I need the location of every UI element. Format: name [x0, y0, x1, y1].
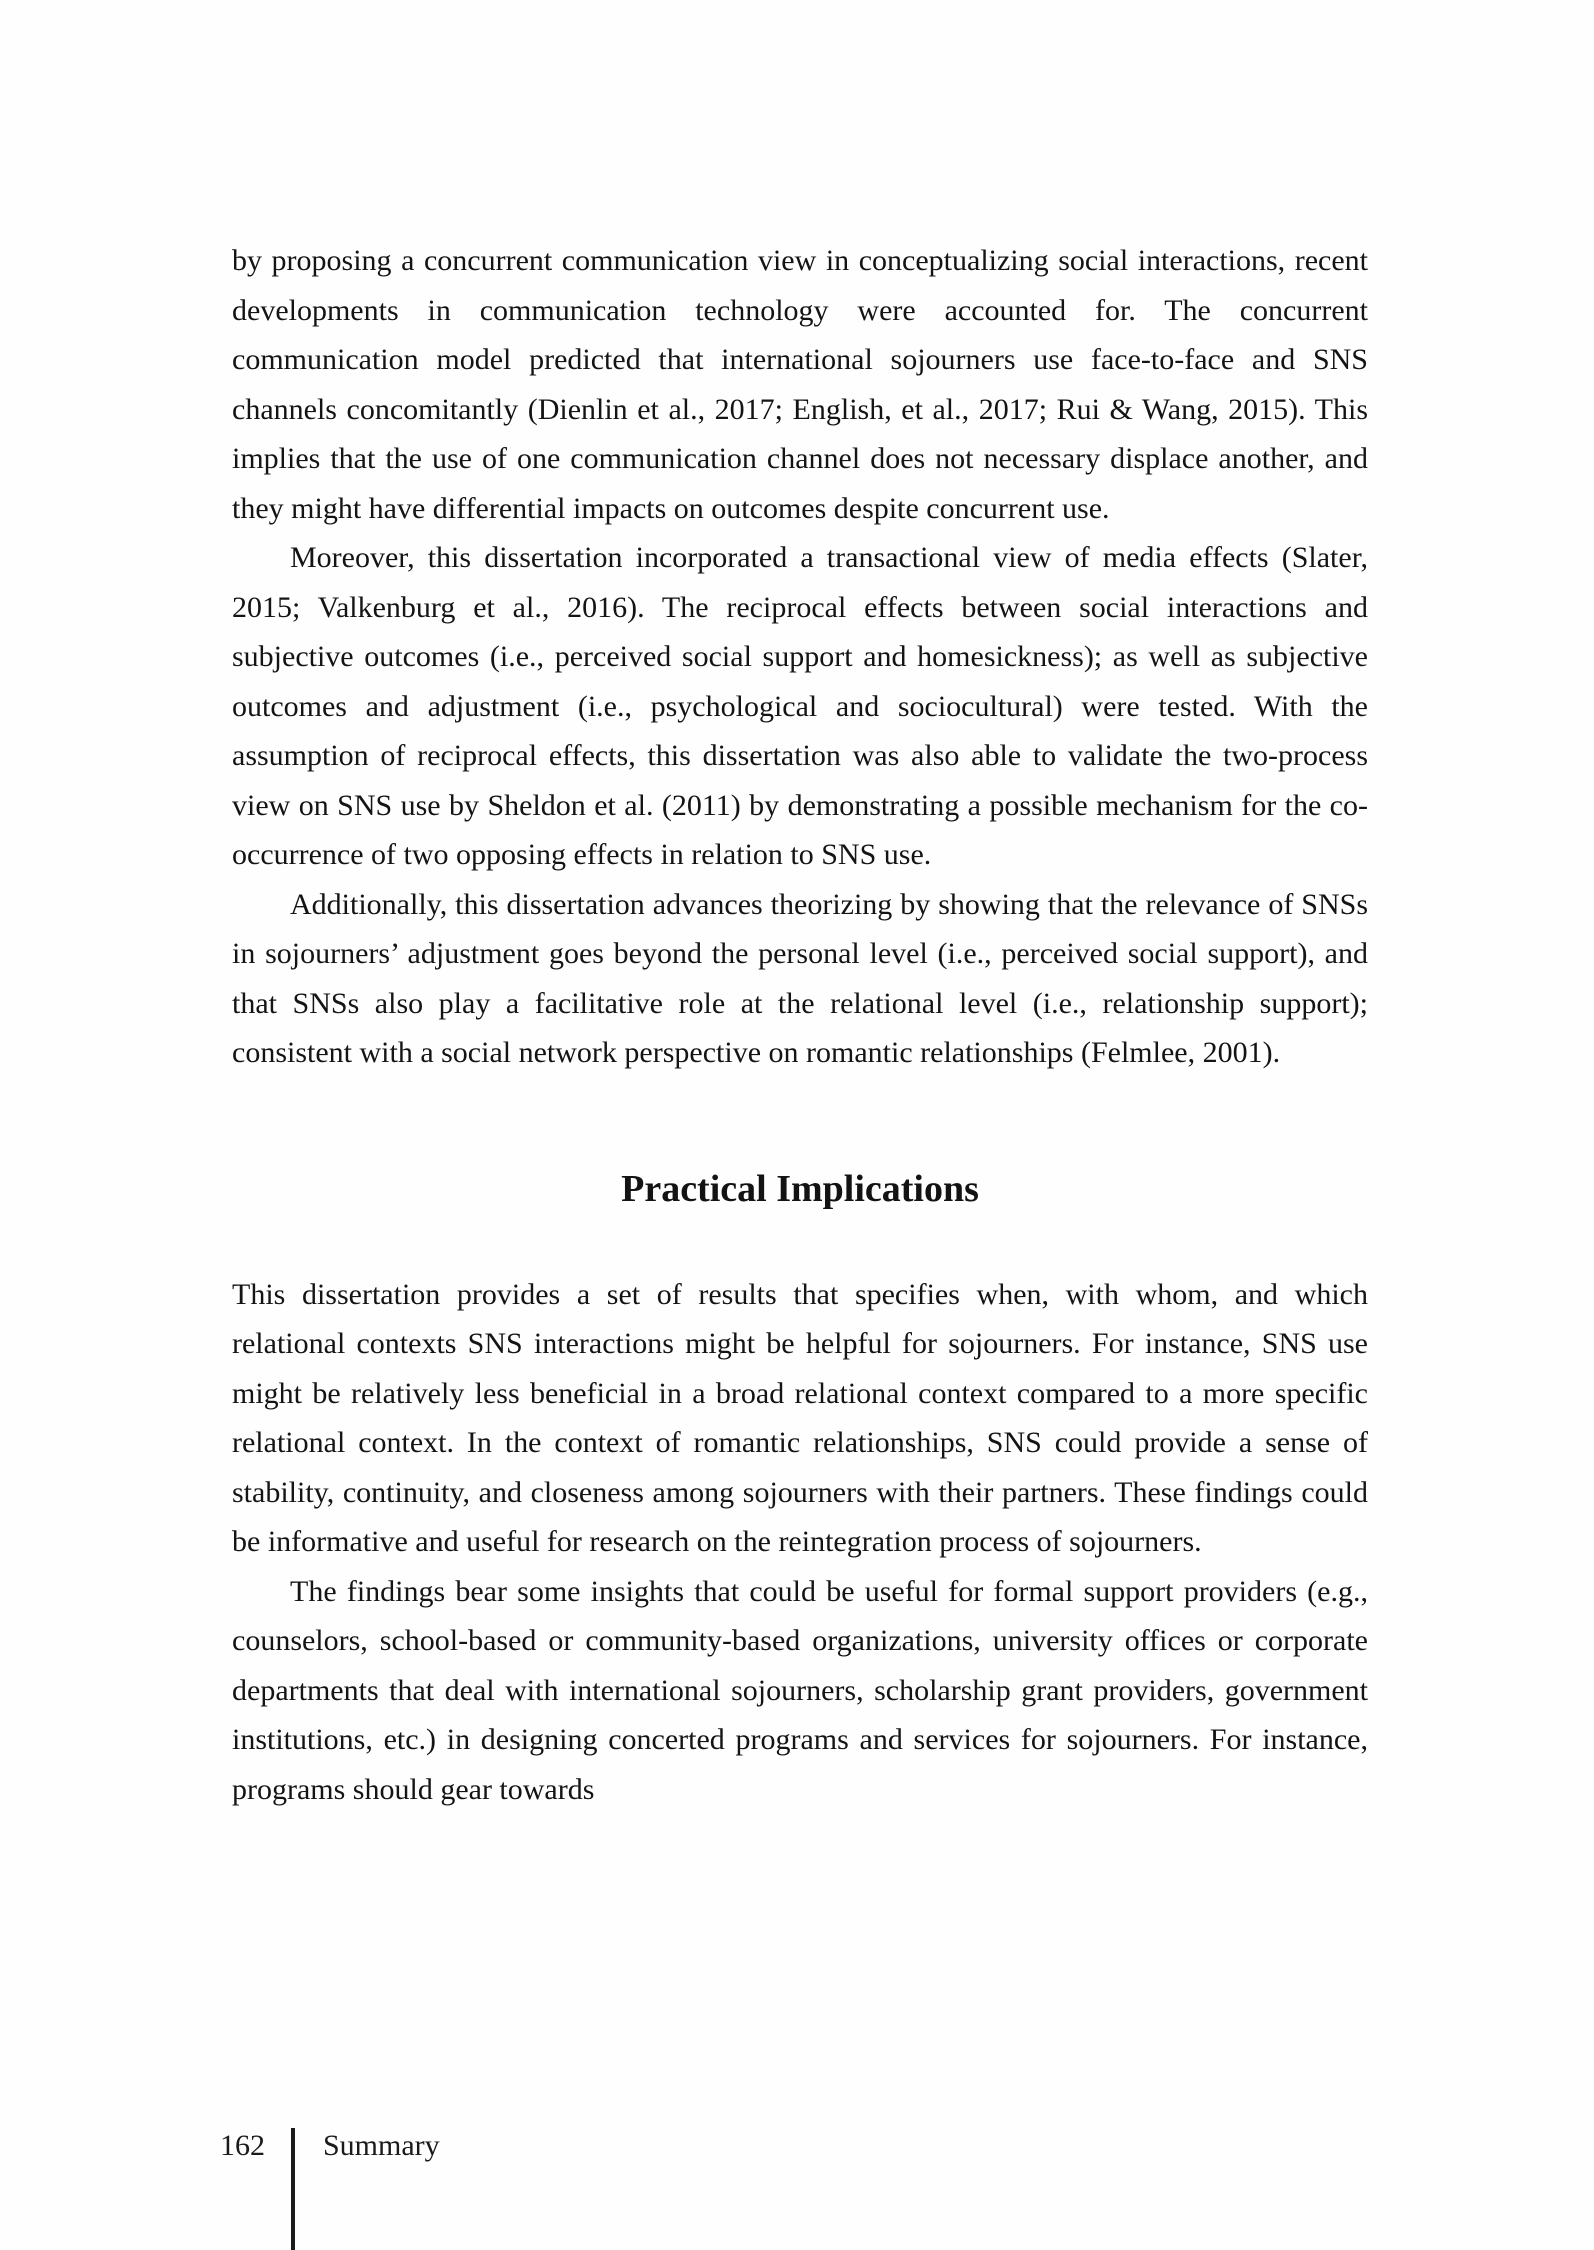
paragraph-formal-support: The findings bear some insights that could be useful for formal support providers (e.g., counselors, school-based or community-based organizations, university offices or corporate departments that deal with international sojourners, scholarship grant providers, government institutions, etc.) in designing concerted programs and services for sojourners. For instance, programs should gear towards: [232, 1574, 1368, 1806]
section-heading: Practical Implications: [621, 1167, 979, 1210]
page-number: 162: [220, 2129, 265, 2162]
paragraph-transactional-view: Moreover, this dissertation incorporated a transactional view of media effects (Slater, 2015; Valkenburg et al., 2016). The reciprocal effects between social interactions and subjective outcomes (i.e., perceived social support and homesickness); as well as subjective outcomes and adjustment (i.e., psychological and sociocultural) were tested. With the assumption of reciprocal effects, this dissertation was also able to validate the two-process view on SNS use by Sheldon et al. (2011) by demonstrating a possible mechanism for the co-occurrence of two opposing effects in relation to SNS use.: [232, 541, 1368, 871]
page-footer: [220, 2128, 440, 2250]
paragraph-concurrent-communication: by proposing a concurrent communication view in conceptualizing social interactions, recent developments in communication technology were accounted for. The concurrent communication model predicted that international sojourners use face-to-face and SNS channels concomitantly (Dienlin et al., 2017; English, et al., 2017; Rui & Wang, 2015). This implies that the use of one communication channel does not necessary displace another, and they might have differential impacts on outcomes despite concurrent use.: [232, 244, 1368, 525]
footer-section-title: Summary: [323, 2129, 440, 2162]
paragraph-practical-results: This dissertation provides a set of results that specifies when, with whom, and which relational contexts SNS interactions might be helpful for sojourners. For instance, SNS use might be relatively less beneficial in a broad relational context compared to a more specific relational context. In the context of romantic relationships, SNS could provide a sense of stability, continuity, and closeness among sojourners with their partners. These findings could be informative and useful for research on the reintegration process of sojourners.: [232, 1277, 1368, 1558]
footer-divider: [291, 2128, 295, 2250]
paragraph-advances-theorizing: Additionally, this dissertation advances theorizing by showing that the relevance of SNSs in sojourners’ adjustment goes beyond the personal level (i.e., perceived social support), and that SNSs also play a facilitative role at the relational level (i.e., relationship support); consistent with a social network perspective on romantic relationships (Felmlee, 2001).: [232, 887, 1368, 1069]
page-body: [232, 236, 1368, 1814]
